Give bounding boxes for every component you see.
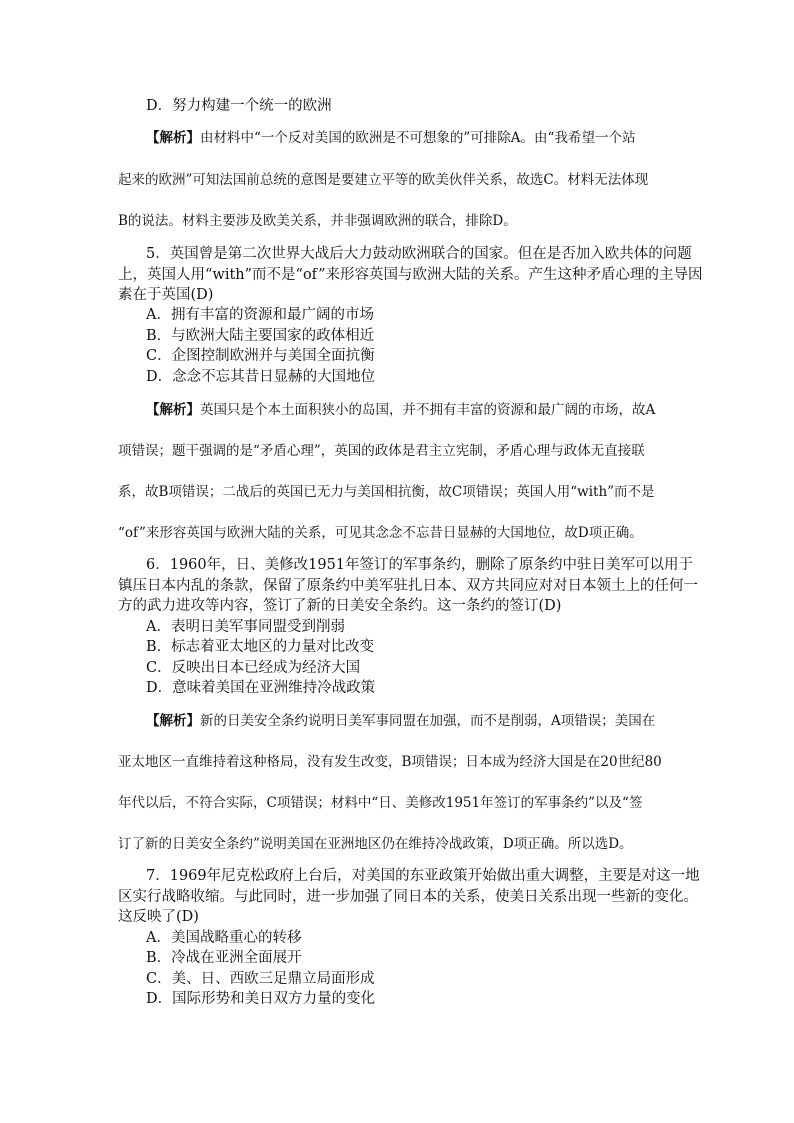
analysis-text: 由材料中“一个反对美国的欧洲是不可想象的”可排除A。由“我希望一个站: [200, 130, 636, 146]
option-a: A．拥有丰富的资源和最广阔的市场: [146, 307, 374, 323]
option-d: D．努力构建一个统一的欧洲: [146, 98, 332, 114]
option-c: C．反映出日本已经成为经济大国: [146, 660, 361, 676]
question-stem-line: 素在于英国(D): [118, 287, 214, 303]
analysis-line: [146, 711, 655, 731]
analysis-line: B的说法。材料主要涉及欧美关系，并非强调欧洲的联合，排除D。: [118, 213, 517, 229]
analysis-line: 年代以后，不符合实际，C项错误；材料中“日、美修改1951年签订的军事条约”以及“签: [118, 795, 643, 811]
analysis-line: 系，故B项错误；二战后的英国已无力与美国相抗衡，故C项错误；英国人用“with”而不是: [118, 484, 655, 500]
analysis-tag: 【解析】: [146, 402, 200, 418]
analysis-tag: 【解析】: [146, 130, 200, 146]
analysis-line: “of”来形容英国与欧洲大陆的关系，可见其念念不忘昔日显赫的大国地位，故D项正确。: [118, 525, 643, 541]
analysis-text: 英国只是个本土面积狭小的岛国，并不拥有丰富的资源和最广阔的市场，故A: [200, 402, 656, 418]
option-d: D．意味着美国在亚洲维持冷战政策: [146, 680, 376, 696]
option-b: B．标志着亚太地区的力量对比改变: [146, 639, 375, 655]
analysis-line: 亚太地区一直维持着这种格局，没有发生改变，B项错误；日本成为经济大国是在20世纪80: [118, 754, 662, 770]
question-stem-line: 这反映了(D): [118, 909, 199, 925]
question-stem-line: 上，英国人用“with”而不是“of”来形容英国与欧洲大陆的关系。产生这种矛盾心理的主导因: [118, 267, 703, 283]
option-d: D．念念不忘其昔日显赫的大国地位: [146, 369, 376, 385]
option-c: C．美、日、西欧三足鼎立局面形成: [146, 971, 375, 987]
option-a: A．表明日美军事同盟受到削弱: [146, 619, 345, 635]
question-stem-line: 区实行战略收缩。与此同时，进一步加强了同日本的关系，使美日关系出现一些新的变化。: [118, 889, 698, 905]
option-b: B．冷战在亚洲全面展开: [146, 950, 302, 966]
analysis-line: 项错误；题干强调的是“矛盾心理”，英国的政体是君主立宪制，矛盾心理与政体无直接联: [118, 443, 645, 459]
question-stem-line: 方的武力进攻等内容，签订了新的日美安全条约。这一条约的签订(D): [118, 598, 562, 614]
option-b: B．与欧洲大陆主要国家的政体相近: [146, 328, 375, 344]
analysis-line: [146, 128, 635, 148]
analysis-line: 起来的欧洲”可知法国前总统的意图是要建立平等的欧美伙伴关系，故选C。材料无法体现: [118, 172, 649, 188]
analysis-line: 订了新的日美安全条约”说明美国在亚洲地区仍在维持冷战政策，D项正确。所以选D。: [118, 836, 633, 852]
option-a: A．美国战略重心的转移: [146, 930, 302, 946]
analysis-line: [146, 400, 655, 420]
option-d: D．国际形势和美日双方力量的变化: [146, 991, 376, 1007]
option-c: C．企图控制欧洲并与美国全面抗衡: [146, 348, 375, 364]
question-stem-line: 6．1960年，日、美修改1951年签订的军事条约，删除了原条约中驻日美军可以用于: [146, 557, 694, 573]
question-stem-line: 7．1969年尼克松政府上台后，对美国的东亚政策开始做出重大调整，主要是对这一地: [146, 868, 700, 884]
question-stem-line: 5．英国曾是第二次世界大战后大力鼓动欧洲联合的国家。但在是否加入欧共体的问题: [146, 246, 692, 262]
analysis-text: 新的日美安全条约说明日美军事同盟在加强，而不是削弱，A项错误；美国在: [200, 713, 656, 729]
question-stem-line: 镇压日本内乱的条款，保留了原条约中美军驻扎日本、双方共同应对对日本领土上的任何一: [118, 578, 698, 594]
analysis-tag: 【解析】: [146, 713, 200, 729]
